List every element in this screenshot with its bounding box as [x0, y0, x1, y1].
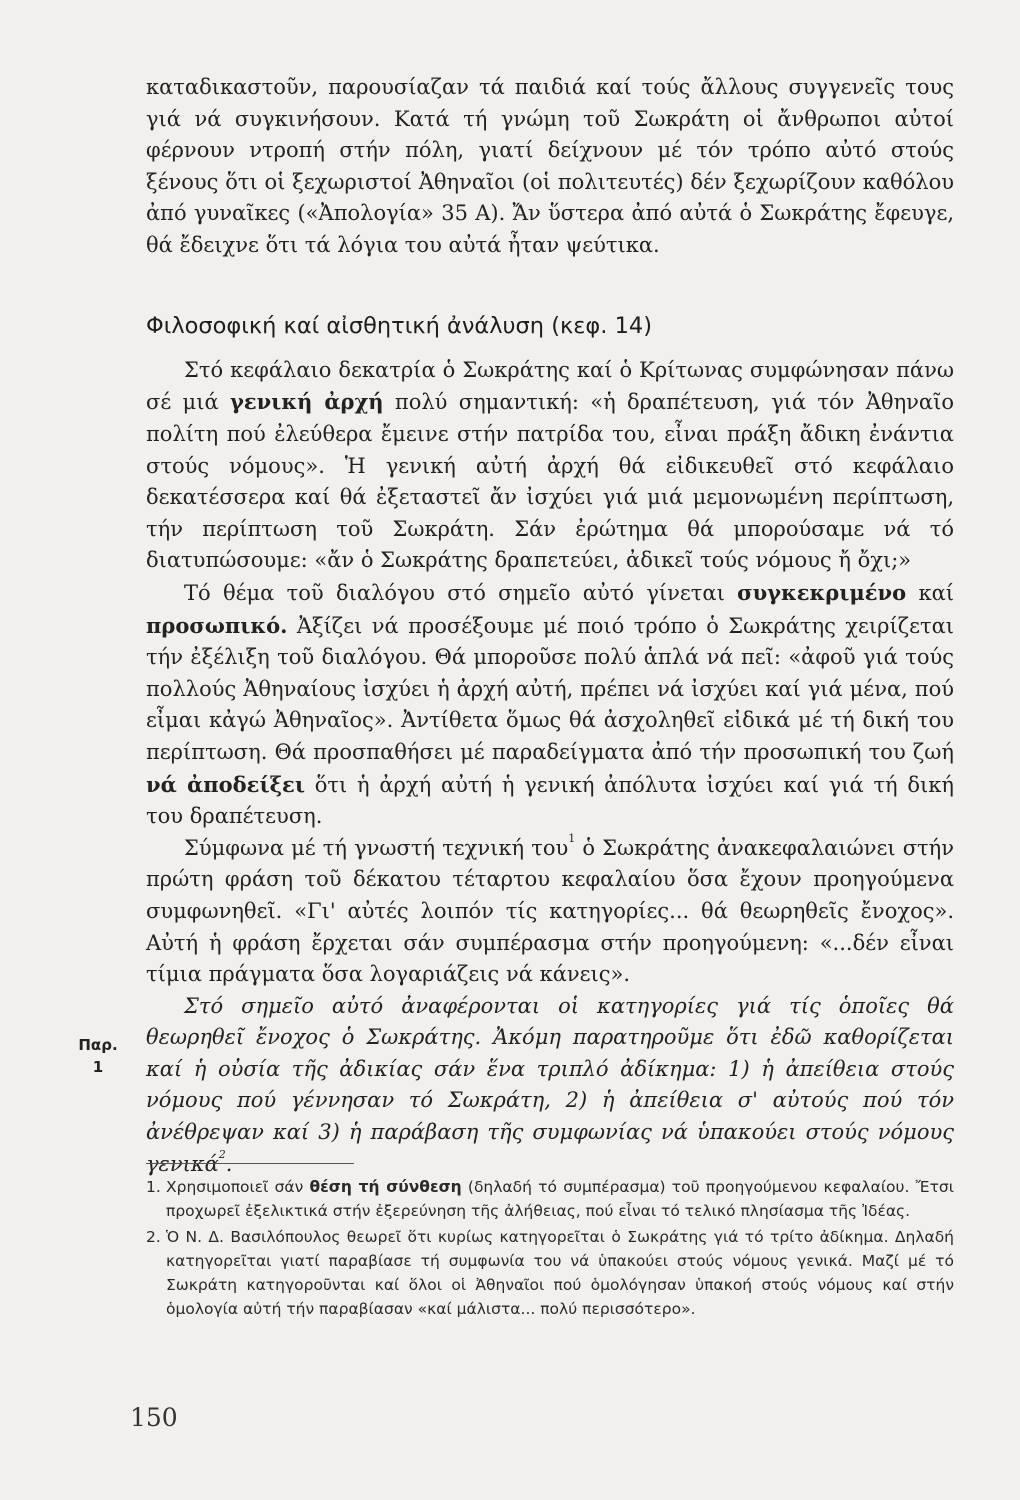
margin-note-label: Παρ.	[78, 1036, 118, 1054]
emphasis-personal: προσωπικό.	[146, 612, 288, 638]
footnote-divider	[146, 1163, 354, 1164]
paragraph-2: Τό θέμα τοῦ διαλόγου στό σημεῖο αὐτό γίνεται συγκεκριμένο καί προσωπικό. Ἀξίζει νά προσέξουμε μέ ποιό τρόπο ὁ Σωκράτης χειρίζεται τήν ἐξέλιξη τοῦ διαλόγου. Θά μποροῦσε πολύ ἁπλά νά πεῖ: «ἀφοῦ γιά τούς πολλούς Ἀθηναίους ἰσχύει ἡ ἀρχή αὐτή, πρέπει νά ἰσχύει καί γιά μένα, πού εἶμαι κἀγώ Ἀθηναῖος». Ἀντίθετα ὅμως θά ἀσχοληθεῖ εἰδικά μέ τή δική του περίπτωση. Θά προσπαθήσει μέ παραδείγματα ἀπό τήν προσωπική του ζωή νά ἀποδείξει ὅτι ἡ ἀρχή αὐτή ἡ γενική ἀπόλυτα ἰσχύει καί γιά τή δική του δραπέτευση.	[146, 579, 954, 829]
paragraph-1: Στό κεφάλαιο δεκατρία ὁ Σωκράτης καί ὁ Κρίτωνας συμφώνησαν πάνω σέ μιά γενική ἀρχή πολύ σημαντική: «ἡ δραπέτευση, γιά τόν Ἀθηναῖο πολίτη πού ἐλεύθερα ἔμεινε στήν πατρίδα του, εἶναι πράξη ἄδικη ἐνάντια στούς νόμους». Ἡ γενική αὐτή ἀρχή θά εἰδικευθεῖ στό κεφάλαιο δεκατέσσερα καί θά ἐξεταστεῖ ἄν ἰσχύει γιά μιά μεμονωμένη περίπτωση, τήν περίπτωση τοῦ Σωκράτη. Σάν ἐρώτημα θά μπορούσαμε νά τό διατυπώσουμε: «ἄν ὁ Σωκράτης δραπετεύει, ἀδικεῖ τούς νόμους ἤ ὄχι;»	[146, 357, 954, 573]
footnotes	[146, 1175, 954, 1323]
section-heading: Φιλοσοφική καί αἰσθητική ἀνάλυση (κεφ. 14)	[146, 312, 652, 339]
intro-paragraph: καταδικαστοῦν, παρουσίαζαν τά παιδιά καί τούς ἄλλους συγγενεῖς τους γιά νά συγκινήσουν. Κατά τή γνώμη τοῦ Σωκράτη οἱ ἄνθρωποι αὐτοί φέρνουν ντροπή στήν πόλη, γιατί δείχνουν μέ τόν τρόπο αὐτό στούς ξένους ὅτι οἱ ξεχωριστοί Ἀθηναῖοι (οἱ πολιτευτές) δέν ξεχωρίζουν καθόλου ἀπό γυναῖκες («Ἀπολογία» 35 Α). Ἄν ὕστερα ἀπό αὐτά ὁ Σωκράτης ἔφευγε, θά ἔδειχνε ὅτι τά λόγια του αὐτά ἦταν ψεύτικα.	[146, 75, 954, 257]
emphasis-general-principle: γενική ἀρχή	[229, 389, 384, 415]
footnote-number: 1.	[146, 1178, 161, 1196]
page-number: 150	[130, 1403, 178, 1432]
emphasis-specific: συγκεκριμένο	[737, 579, 907, 605]
paragraph-4: Στό σημεῖο αὐτό ἀναφέρονται οἱ κατηγορίες γιά τίς ὁποῖες θά θεωρηθεῖ ἔνοχος ὁ Σωκράτης. Ἀκόμη παρατηροῦμε ὅτι ἐδῶ καθορίζεται καί ἡ οὐσία τῆς ἀδικίας σάν ἕνα τριπλό ἀδίκημα: 1) ἡ ἀπείθεια στούς νόμους πού γέννησαν τό Σωκράτη, 2) ἡ ἀπείθεια σ' αὐτούς πού τόν ἀνέθρεψαν καί 3) ἡ παράβαση τῆς συμφωνίας νά ὑπακούει στούς νόμους γενικά$^2$.	[146, 993, 954, 1176]
margin-note	[78, 1034, 118, 1078]
footnote-text: Χρησιμοποιεῖ σάν θέση τή σύνθεση (δηλαδή τό συμπέρασμα) τοῦ προηγούμενου κεφαλαίου. Ἔτσι προχωρεῖ ἐξελικτικά στήν ἐξερεύνηση τῆς ἀλήθειας, πού εἶναι τό τελικό πλησίασμα τῆς Ἰδέας.	[166, 1178, 954, 1220]
main-text	[146, 72, 954, 1180]
footnote-ref-2: 2	[218, 1147, 226, 1161]
footnote-2	[146, 1225, 954, 1321]
footnote-text: Ὁ Ν. Δ. Βασιλόπουλος θεωρεῖ ὅτι κυρίως κατηγορεῖται ὁ Σωκράτης γιά τό τρίτο ἀδίκημα. Δηλαδή κατηγορεῖται γιατί παραβίασε τή συμφωνία του νά ὑπακούει στούς νόμους γενικά. Μαζί μέ τό Σωκράτη κατηγοροῦνται καί ὅλοι οἱ Ἀθηναῖοι πού ὁμολόγησαν ὑπακοή στούς νόμους καί στήν ὁμολογία αὐτή τήν παραβίασαν «καί μάλιστα... πολύ περισσότερο».	[166, 1228, 954, 1318]
footnote-ref-1: 1	[568, 831, 576, 845]
margin-note-number: 1	[92, 1058, 104, 1076]
footnote-1	[146, 1175, 954, 1223]
footnote-number: 2.	[146, 1228, 161, 1246]
paragraph-3: Σύμφωνα μέ τή γνωστή τεχνική του$^1$ ὁ Σωκράτης ἀνακεφαλαιώνει στήν πρώτη φράση τοῦ δέκατου τέταρτου κεφαλαίου ὅσα ἔχουν προηγούμενα συμφωνηθεῖ. «Γι' αὐτές λοιπόν τίς κατηγορίες... θά θεωρηθεῖς ἔνοχος». Αὐτή ἡ φράση ἔρχεται σάν συμπέρασμα στήν προηγούμενη: «...δέν εἶναι τίμια πράγματα ὅσα λογαριάζεις νά κάνεις».	[146, 831, 954, 987]
emphasis-prove: νά ἀποδείξει	[146, 771, 305, 797]
